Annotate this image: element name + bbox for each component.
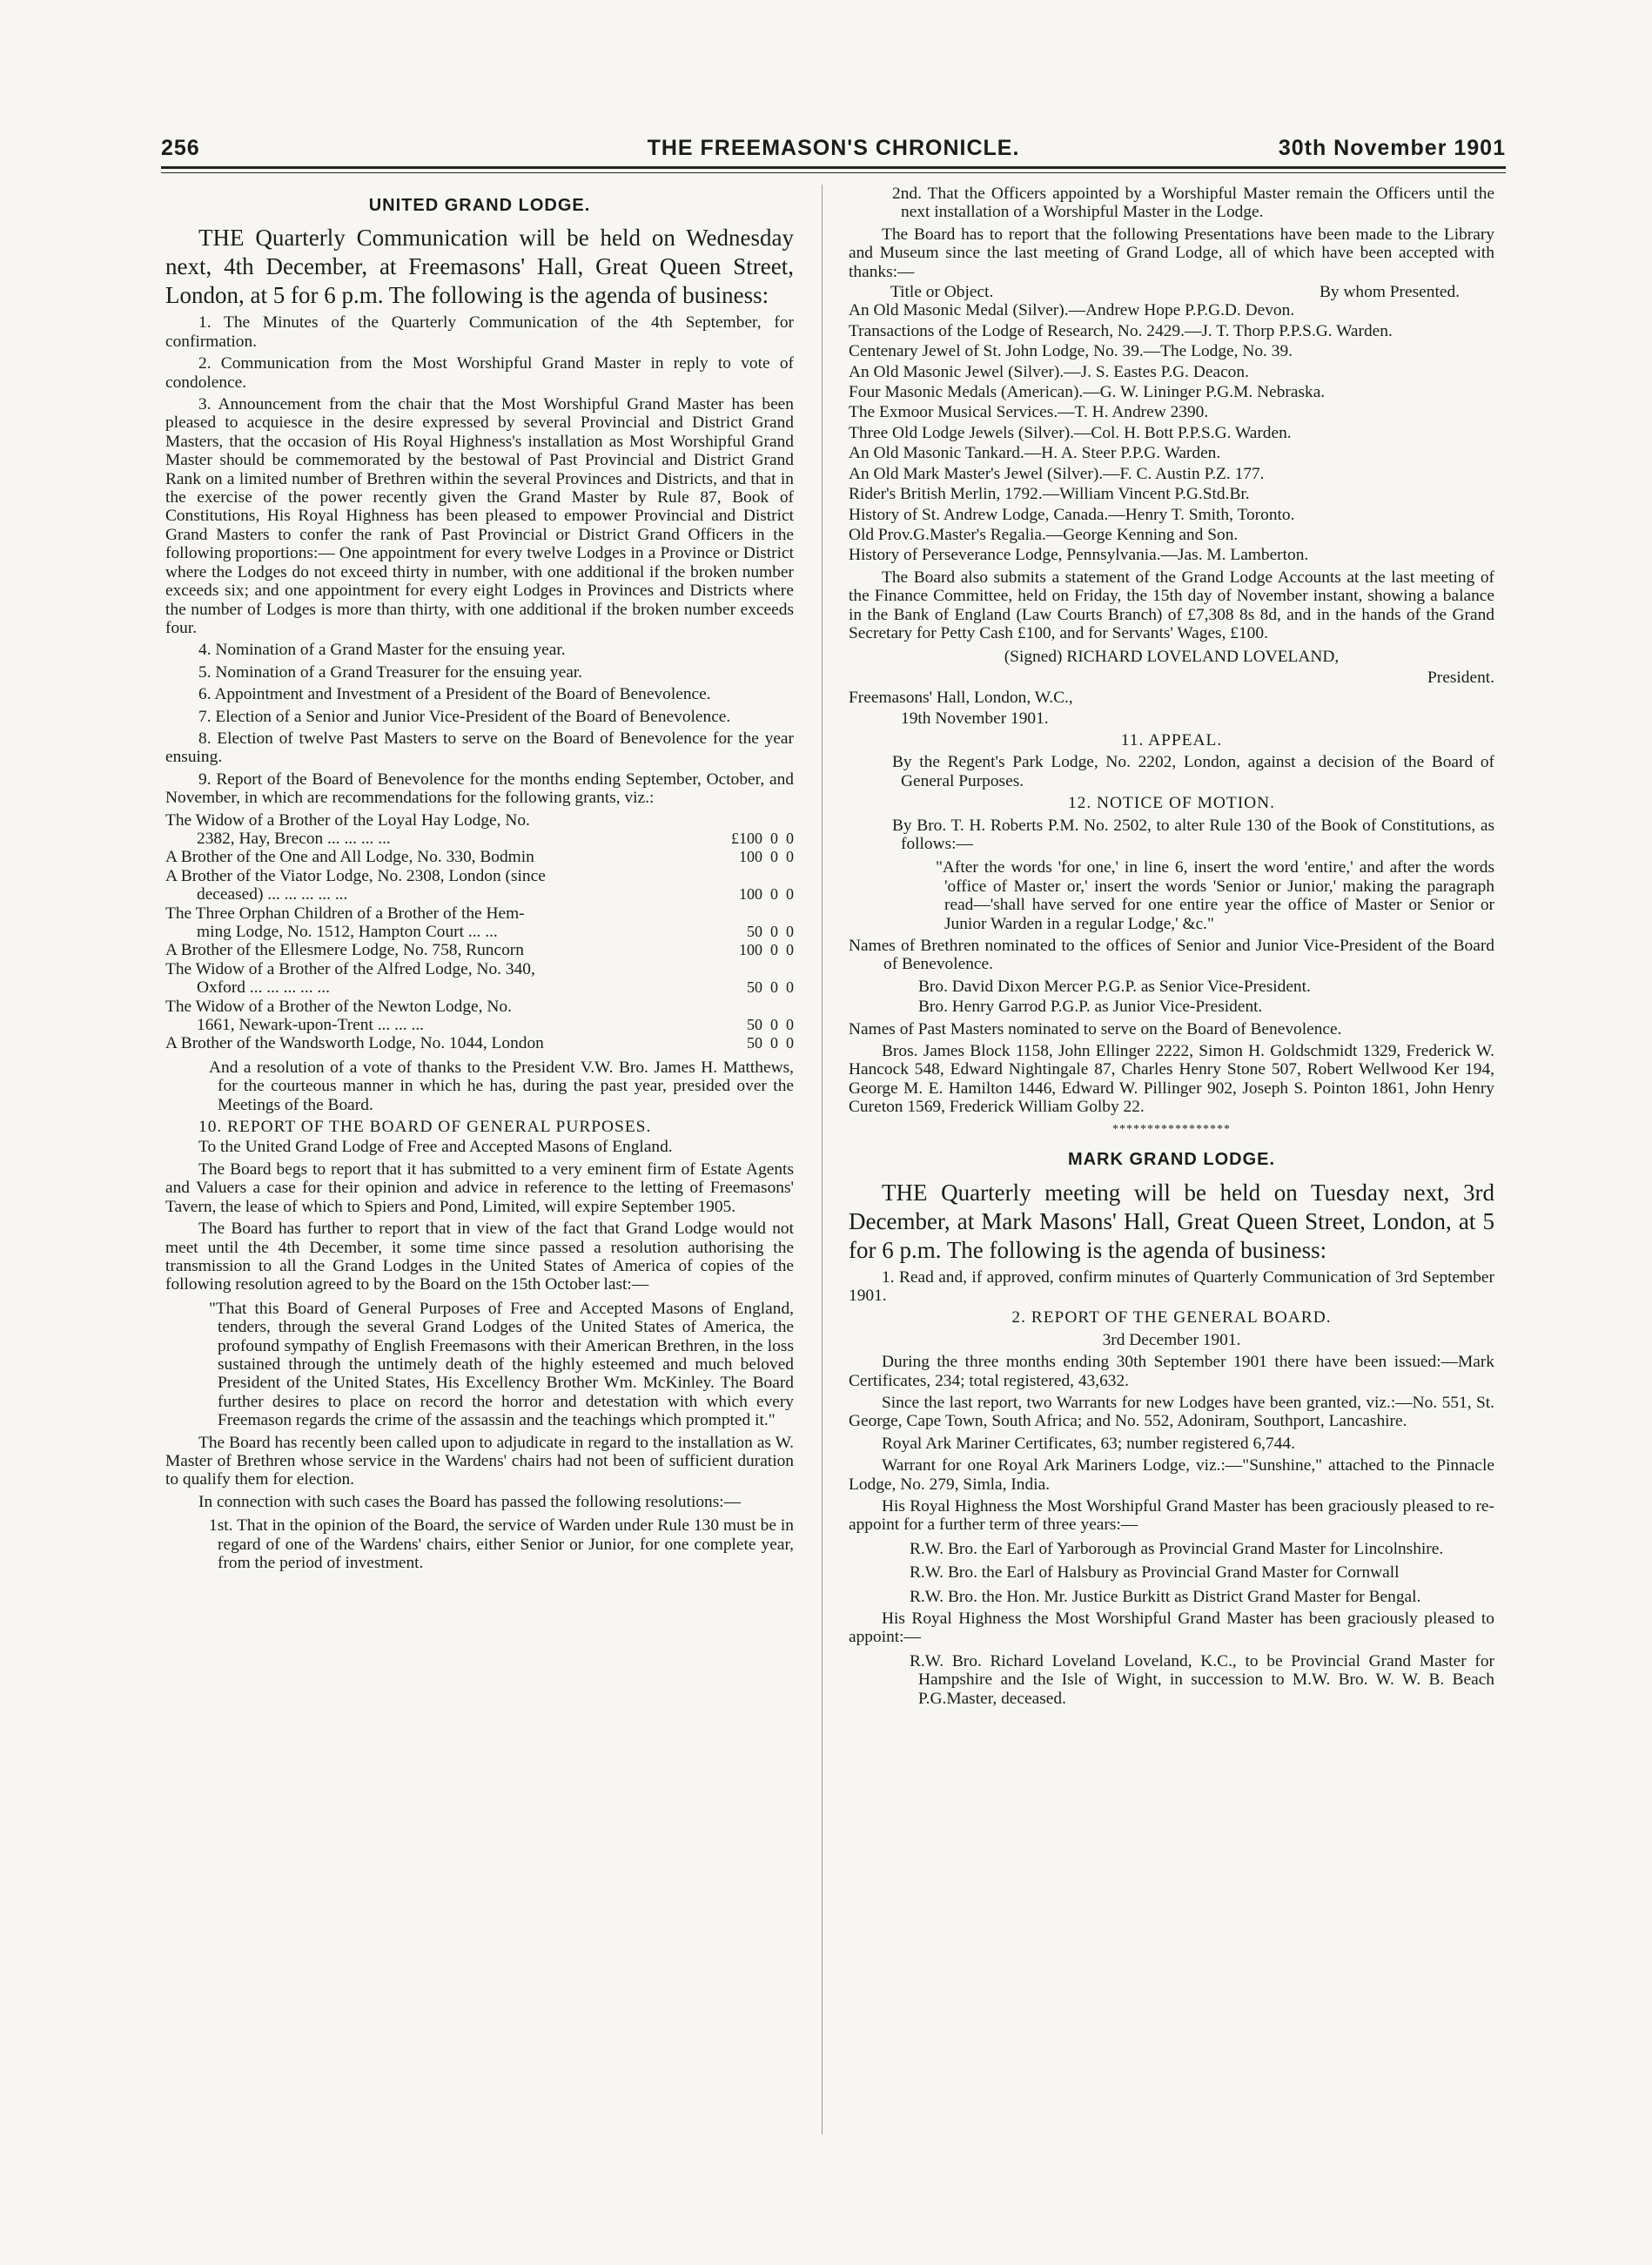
list-item: History of Perseverance Lodge, Pennsylvania.—Jas. M. Lamberton.: [849, 546, 1309, 565]
grant-row: The Widow of a Brother of the Newton Lodge, No. 1661, Newark-upon-Trent ... ... ... 50 0 0: [165, 997, 794, 1035]
pm-nominations-heading: Names of Past Masters nominated to serve on the Board of Benevolence.: [849, 1019, 1342, 1038]
section-heading-mark-grand-lodge: MARK GRAND LODGE.: [1067, 1150, 1276, 1170]
mark-report-paragraph: His Royal Highness the Most Worshipful Grand Master has been graciously pleased to appoint:—: [849, 1610, 1494, 1647]
mckinley-resolution-quote: "That this Board of General Purposes of Free and Accepted Masons of England, tenders, through the several Grand Lodges of the United States of America, the profound sympathy of English Freemasons with their American Brethren, in the loss sustained through the untimely death of the highly esteemed and much beloved President of the United States, His Excellency Brother Wm. McKinley. The Board further desires to place on record the horror and detestation with which every Freemason regards the crime of the assassin and the teachings which prompted it.": [209, 1299, 794, 1430]
mark-agenda-item-1: 1. Read and, if approved, confirm minutes of Quarterly Communication of 3rd September 1901.: [849, 1267, 1494, 1305]
column-divider: [822, 185, 823, 2134]
past-masters-list: Bros. James Block 1158, John Ellinger 2222, Simon H. Goldschmidt 1329, Frederick W. Hancock 548, Edward Nightingale 87, Charles Henry Stone 507, Robert Wellwood Ker 194, George M. E. Hamilton 1446, Edward W. Pillinger 902, Joseph S. Pointon 1861, John Henry Cureton 1569, Frederick William Golby 22.: [849, 1042, 1494, 1117]
appointment: R.W. Bro. Richard Loveland Loveland, K.C., to be Provincial Grand Master for Hampshire and the Isle of Wight, in succession to M.W. Bro. W. W. B. Beach P.G.Master, deceased.: [910, 1651, 1494, 1708]
grant-row: A Brother of the One and All Lodge, No. 330, Bodmin 100 0 0: [165, 848, 794, 867]
list-item: An Old Masonic Medal (Silver).—Andrew Hope P.P.G.D. Devon.: [849, 301, 1295, 320]
agenda-item-2: 2. Communication from the Most Worshipful Grand Master in reply to vote of condolence.: [165, 354, 794, 392]
page-number: 256: [161, 136, 200, 160]
publication-title: THE FREEMASON'S CHRONICLE.: [647, 136, 1020, 160]
list-item: Old Prov.G.Master's Regalia.—George Kenning and Son.: [849, 525, 1239, 544]
mark-report-paragraph: During the three months ending 30th September 1901 there have been issued:—Mark Certificates, 234; total registered, 43,632.: [849, 1353, 1494, 1390]
address-date: 19th November 1901.: [901, 709, 1049, 728]
mark-report-paragraph: Royal Ark Mariner Certificates, 63; number registered 6,744.: [882, 1434, 1295, 1453]
report-paragraph: The Board begs to report that it has submitted to a very eminent firm of Estate Agents and Valuers a case for their opinion and advice in reference to the letting of Freemasons' Tavern, the lease of which to Spiers and Pond, Limited, will expire September 1905.: [165, 1159, 794, 1216]
item-11-heading: 11. APPEAL.: [1120, 730, 1223, 749]
agenda-item-10-heading: 10. REPORT OF THE BOARD OF GENERAL PURPOSES.: [198, 1118, 652, 1137]
report-paragraph: In connection with such cases the Board has passed the following resolutions:—: [198, 1492, 742, 1511]
grant-row: The Widow of a Brother of the Loyal Hay Lodge, No. 2382, Hay, Brecon ... ... ... ... £100 0 0: [165, 810, 794, 848]
signature-block: [849, 648, 1494, 728]
resolution-1st: 1st. That in the opinion of the Board, the service of Warden under Rule 130 must be in regard of one of the Wardens' chairs, either Senior or Junior, for one complete year, from the period of investment.: [209, 1516, 794, 1572]
section-heading-united-grand-lodge: UNITED GRAND LODGE.: [368, 196, 591, 215]
grant-amount: 50 0 0: [747, 923, 794, 940]
grant-amount: 50 0 0: [747, 1034, 794, 1052]
list-item: Three Old Lodge Jewels (Silver).—Col. H. Bott P.P.S.G. Warden.: [849, 423, 1292, 442]
header-rule-thick: [161, 166, 1506, 169]
vp-nominee: Bro. Henry Garrod P.G.P. as Junior Vice-President.: [918, 998, 1263, 1017]
section-separator: *****************: [1112, 1122, 1231, 1136]
agenda-item-3: 3. Announcement from the chair that the Most Worshipful Grand Master has been pleased to acquiesce in the desire expressed by several Provincial and District Grand Masters, that the occasion of His Royal Highness's installation as Most Worshipful Grand Master should be commemorated by the bestowal of Past Provincial and District Grand Rank on a limited number of Brethren within the several Provinces and Districts, and that in the exercise of the power recently given the Grand Master by Rule 87, Book of Constitutions, His Royal Highness has been pleased to empower Provincial and District Grand Masters to confer the rank of Past Provincial or District Grand Officers in the following proportions:— One appointment for every twelve Lodges in a Province or District where the Lodges do not exceed thirty in number, with one additional if the broken number exceeds six; and one appointment for every eight Lodges in Provinces and Districts where the number of Lodges is more than thirty, with one additional if the broken number exceeds four.: [165, 395, 794, 637]
grant-amount: 50 0 0: [747, 978, 794, 997]
left-column: [165, 185, 794, 1576]
mark-report-date: 3rd December 1901.: [1102, 1330, 1241, 1349]
header-rule-thin: [161, 172, 1506, 173]
grant-amount: 100 0 0: [739, 941, 794, 959]
agenda-item-1: 1. The Minutes of the Quarterly Communication of the 4th September, for confirmation.: [165, 313, 794, 351]
signature-title: President.: [1427, 668, 1494, 687]
grant-amount: £100 0 0: [731, 829, 794, 847]
grant-row: A Brother of the Wandsworth Lodge, No. 1044, London 50 0 0: [165, 1034, 794, 1053]
list-item: Rider's British Merlin, 1792.—William Vincent P.G.Std.Br.: [849, 485, 1250, 504]
report-paragraph: The Board has further to report that in view of the fact that Grand Lodge would not meet until the 4th December, it some time since passed a resolution authorising the transmission to all the Grand Lodges in the United States of America of copies of the following resolution agreed to by the Board on the 15th October last:—: [165, 1220, 794, 1294]
agenda-item-9: 9. Report of the Board of Benevolence for the months ending September, October, and November, in which are recommendations for the following grants, viz.:: [165, 770, 794, 808]
vp-nominee: Bro. David Dixon Mercer P.G.P. as Senior Vice-President.: [918, 977, 1311, 996]
vote-of-thanks: And a resolution of a vote of thanks to the President V.W. Bro. James H. Matthews, for the courteous manner in which he has, during the past year, presided over the Meetings of the Board.: [209, 1058, 794, 1114]
item-12-heading: 12. NOTICE OF MOTION.: [1067, 794, 1276, 813]
list-item: History of St. Andrew Lodge, Canada.—Henry T. Smith, Toronto.: [849, 505, 1295, 524]
issue-date: 30th November 1901: [1278, 136, 1506, 160]
presentations-header: Title or Object. By whom Presented.: [890, 283, 1460, 302]
motion-quote: "After the words 'for one,' in line 6, insert the word 'entire,' and after the words 'office of Master or,' insert the words 'Senior or Junior,' making the paragraph read—'shall have served for one entire year the office of Master or Senior or Junior Warden in a regular Lodge,' &c.": [936, 858, 1494, 933]
grant-amount: 50 0 0: [747, 1016, 794, 1034]
grant-row: A Brother of the Viator Lodge, No. 2308, London (since deceased) ... ... ... ... ... 100 0 0: [165, 866, 794, 904]
resolution-2nd: 2nd. That the Officers appointed by a Worshipful Master remain the Officers until the next installation of a Worshipful Master in the Lodge.: [892, 185, 1494, 222]
agenda-item-4: 4. Nomination of a Grand Master for the ensuing year.: [198, 641, 566, 660]
agenda-item-8: 8. Election of twelve Past Masters to serve on the Board of Benevolence for the year ensuing.: [165, 729, 794, 767]
presentations-list: [849, 301, 1494, 564]
report-paragraph: The Board has recently been called upon to adjudicate in regard to the installation as W. Master of Brethren whose service in the Wardens' chairs had not been of sufficient duration to qualify them for election.: [165, 1433, 794, 1489]
list-item: An Old Masonic Tankard.—H. A. Steer P.P.G. Warden.: [849, 444, 1221, 463]
list-item: Centenary Jewel of St. John Lodge, No. 39.—The Lodge, No. 39.: [849, 342, 1293, 361]
appointment: R.W. Bro. the Earl of Yarborough as Provincial Grand Master for Lincolnshire.: [910, 1539, 1444, 1558]
appointment: R.W. Bro. the Hon. Mr. Justice Burkitt as District Grand Master for Bengal.: [910, 1587, 1421, 1606]
list-item: An Old Masonic Jewel (Silver).—J. S. Eastes P.G. Deacon.: [849, 362, 1249, 381]
grant-row: The Widow of a Brother of the Alfred Lodge, No. 340, Oxford ... ... ... ... ... 50 0 0: [165, 959, 794, 998]
intro-paragraph: THE Quarterly Communication will be held on Wednesday next, 4th December, at Freemasons' Hall, Great Queen Street, London, at 5 for 6 p.m. The following is the agenda of business:: [165, 225, 794, 309]
report-addressee: To the United Grand Lodge of Free and Accepted Masons of England.: [198, 1138, 673, 1157]
list-item: The Exmoor Musical Services.—T. H. Andrew 2390.: [849, 403, 1209, 422]
signature: (Signed) RICHARD LOVELAND LOVELAND,: [1004, 648, 1340, 667]
agenda-item-7: 7. Election of a Senior and Junior Vice-President of the Board of Benevolence.: [198, 707, 731, 726]
grant-row: The Three Orphan Children of a Brother of the Hem- ming Lodge, No. 1512, Hampton Court ... ... 50 0 0: [165, 904, 794, 941]
right-column: [849, 185, 1494, 1711]
grants-table: [165, 811, 794, 1053]
presentations-intro: The Board has to report that the following Presentations have been made to the Library and Museum since the last meeting of Grand Lodge, all of which have been accepted with thanks:—: [849, 225, 1494, 281]
mark-agenda-item-2-heading: 2. REPORT OF THE GENERAL BOARD.: [1011, 1308, 1332, 1327]
masthead: [161, 129, 1506, 165]
grant-amount: 100 0 0: [739, 885, 794, 904]
agenda-item-6: 6. Appointment and Investment of a President of the Board of Benevolence.: [198, 685, 711, 704]
list-item: Four Masonic Medals (American).—G. W. Lininger P.G.M. Nebraska.: [849, 383, 1326, 402]
grant-amount: 100 0 0: [739, 848, 794, 866]
grant-row: A Brother of the Ellesmere Lodge, No. 758, Runcorn 100 0 0: [165, 941, 794, 960]
list-item: Transactions of the Lodge of Research, No. 2429.—J. T. Thorp P.P.S.G. Warden.: [849, 321, 1393, 340]
mark-report-paragraph: Warrant for one Royal Ark Mariners Lodge, viz.:—"Sunshine," attached to the Pinnacle Lodge, No. 279, Simla, India.: [849, 1456, 1494, 1494]
list-item: An Old Mark Master's Jewel (Silver).—F. C. Austin P.Z. 177.: [849, 464, 1265, 483]
mark-intro-paragraph: THE Quarterly meeting will be held on Tuesday next, 3rd December, at Mark Masons' Hall, Great Queen Street, London, at 5 for 6 p.m. The following is the agenda of business:: [849, 1179, 1494, 1263]
address-line: Freemasons' Hall, London, W.C.,: [849, 689, 1073, 708]
vp-nominations-heading: Names of Brethren nominated to the offices of Senior and Junior Vice-President of the Board of Benevolence.: [849, 937, 1494, 974]
appointment: R.W. Bro. the Earl of Halsbury as Provincial Grand Master for Cornwall: [910, 1563, 1400, 1583]
agenda-item-5: 5. Nomination of a Grand Treasurer for the ensuing year.: [198, 662, 583, 682]
mark-report-paragraph: His Royal Highness the Most Worshipful Grand Master has been graciously pleased to re-appoint for a further term of three years:—: [849, 1496, 1494, 1535]
appeal-text: By the Regent's Park Lodge, No. 2202, London, against a decision of the Board of General Purposes.: [892, 753, 1494, 790]
motion-text: By Bro. T. H. Roberts P.M. No. 2502, to alter Rule 130 of the Book of Constitutions, as follows:—: [892, 816, 1494, 853]
accounts-statement: The Board also submits a statement of the Grand Lodge Accounts at the last meeting of the Finance Committee, held on Friday, the 15th day of November instant, showing a balance in the Bank of England (Law Courts Branch) of £7,308 8s 8d, and in the hands of the Grand Secretary for Petty Cash £100, and for Servants' Wages, £100.: [849, 568, 1494, 642]
mark-report-paragraph: Since the last report, two Warrants for new Lodges have been granted, viz.:—No. 551, St. George, Cape Town, South Africa; and No. 552, Adoniram, Southport, Lancashire.: [849, 1393, 1494, 1431]
